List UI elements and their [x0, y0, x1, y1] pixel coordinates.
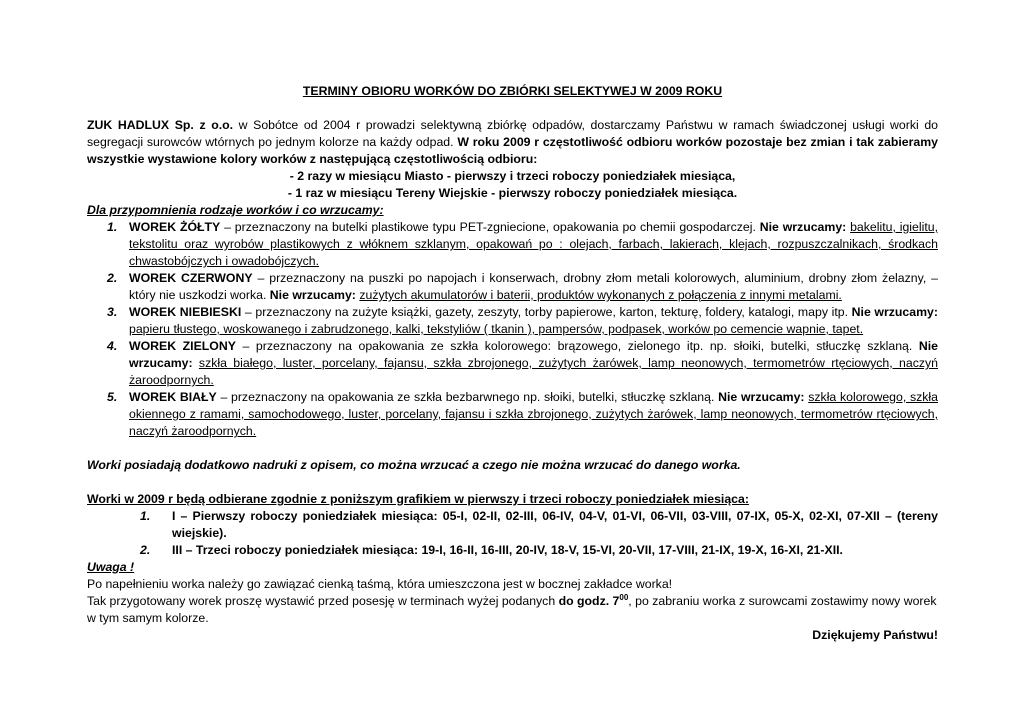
schedule-heading: Worki w 2009 r będą odbierane zgodnie z poniższym grafikiem w pierwszy i trzeci roboczy poniedziałek miesiąca: [87, 492, 749, 506]
bag-exclusions: szkła białego, luster, porcelany, fajansu, szkła zbrojonego, zużytych żarówek, lamp neonowych, termometrów rtęciowych, naczyń żaroodpornych. [129, 356, 938, 387]
no-throw-label: Nie wrzucamy: [269, 288, 356, 302]
document-content [87, 83, 938, 644]
list-item [87, 338, 938, 389]
closing-text-a: Tak przygotowany worek proszę wystawić przed posesję w terminach wyżej podanych [87, 594, 559, 608]
bag-name: WOREK ZIELONY [129, 339, 236, 353]
schedule-text: III – Trzeci roboczy poniedziałek miesiąca: 19-I, 16-II, 16-III, 20-IV, 18-V, 15-VI, 20-VII, 17-VIII, 21-IX, 19-X, 16-XI, 21-XII. [172, 543, 843, 557]
bag-name: WOREK BIAŁY [129, 390, 217, 404]
list-item [87, 389, 938, 440]
bag-exclusions: papieru tłustego, woskowanego i zabrudzonego, kalki, tekstyliów ( tkanin ), pampersów, podpasek, worków po cemencie wapnie, tapet. [129, 322, 864, 336]
spacer [87, 440, 938, 457]
closing-line-2 [87, 593, 938, 627]
bag-exclusions: szkła kolorowego, szkła okiennego z ramami, samochodowego, luster, porcelany, fajansu i szkła zbrojonego, zużytych żarówek, lamp neonowych, termometrów rtęciowych, naczyń żaroodpornych. [129, 390, 939, 438]
note-prints: Worki posiadają dodatkowo nadruki z opisem, co można wrzucać a czego nie można wrzucać do danego worka. [87, 458, 741, 472]
schedule-list [87, 508, 938, 559]
list-number: 4. [107, 339, 118, 353]
list-number: 5. [107, 390, 118, 404]
thanks-line: Dziękujemy Państwu! [812, 628, 938, 642]
list-number: 1. [107, 220, 118, 234]
closing-text-b: , po zabraniu worka z surowcami zostawimy nowy worek w tym samym kolorze. [87, 594, 937, 625]
no-throw-label: Nie wrzucamy: [851, 305, 938, 319]
bag-exclusions: zużytych akumulatorów i baterii, produktów wykonanych z połączenia z innymi metalami. [359, 288, 842, 302]
intro-text: w Sobótce od 2004 r prowadzi selektywną zbiórkę odpadów, dostarczamy Państwu w ramach świadczonej usługi worki do segregacji surowców wtórnych po jednym kolorze na każdy odpad. [87, 118, 938, 149]
schedule-text: I – Pierwszy roboczy poniedziałek miesiąca: 05-I, 02-II, 02-III, 06-IV, 04-V, 01-VI, 06-VII, 03-VIII, 07-IX, 05-X, 02-XI, 07-XII – (tereny wiejskie). [172, 509, 938, 540]
bag-exclusions: bakelitu, igielitu, tekstolitu oraz wyrobów plastikowych z włóknem szklanym, opakowań po : olejach, farbach, lakierach, klejach, rozpuszczalnikach, środkach chwastobójczych i owadobójczych. [129, 220, 938, 268]
bag-description: – przeznaczony na opakowania ze szkła kolorowego: brązowego, zielonego itp. np. słoiki, butelki, stłuczkę szklaną. [235, 339, 919, 353]
list-number: 2. [107, 271, 118, 285]
no-throw-label: Nie wrzucamy: [759, 220, 847, 234]
pickup-time [559, 594, 629, 608]
closing-line-1: Po napełnieniu worka należy go zawiązać cienką taśmą, która umieszczona jest w bocznej zakładce worka! [87, 577, 673, 591]
document-title: TERMINY OBIORU WORKÓW DO ZBIÓRKI SELEKTYWEJ W 2009 ROKU [302, 84, 723, 98]
attention-heading: Uwaga ! [87, 560, 135, 574]
frequency-rural: - 1 raz w miesiącu Tereny Wiejskie - pierwszy roboczy poniedziałek miesiąca. [287, 186, 738, 200]
list-item [87, 270, 938, 304]
pickup-time-sup: 00 [619, 592, 629, 602]
list-number: 1. [140, 509, 151, 523]
bag-description: – przeznaczony na zużyte książki, gazety, zeszyty, torby papierowe, karton, tekturę, foldery, katalogi, mapy itp. [241, 305, 852, 319]
list-item [87, 304, 938, 338]
list-number: 3. [107, 305, 118, 319]
no-throw-label: Nie wrzucamy: [718, 390, 805, 404]
bag-name: WOREK NIEBIESKI [129, 305, 242, 319]
pickup-time-text: do godz. 7 [558, 594, 620, 608]
no-throw-label: Nie wrzucamy: [129, 339, 938, 370]
list-item [87, 219, 938, 270]
intro-paragraph [87, 117, 938, 168]
bag-description: – przeznaczony na puszki po napojach i konserwach, drobny złom metali kolorowych, aluminium, drobny złom żelazny, – który nie uszkodzi worka. [129, 271, 938, 302]
bag-name: WOREK ŻÓŁTY [129, 220, 221, 234]
company-name: ZUK HADLUX Sp. z o.o. [87, 118, 234, 132]
list-item [87, 542, 938, 559]
list-item [87, 508, 938, 542]
bag-list [87, 219, 938, 440]
bag-name: WOREK CZERWONY [129, 271, 253, 285]
intro-bold-text: W roku 2009 r częstotliwość odbioru worków pozostaje bez zmian i tak zabieramy wszystkie wystawione kolory worków z następującą częstotliwością odbioru: [87, 135, 938, 166]
reminder-heading: Dla przypomnienia rodzaje worków i co wrzucamy: [87, 203, 384, 217]
frequency-city: - 2 razy w miesiącu Miasto - pierwszy i trzeci roboczy poniedziałek miesiąca, [289, 169, 736, 183]
spacer [87, 474, 938, 491]
bag-description: – przeznaczony na butelki plastikowe typu PET-zgniecione, opakowania po chemii gospodarczej. [220, 220, 760, 234]
bag-description: – przeznaczony na opakowania ze szkła bezbarwnego np. słoiki, butelki, stłuczkę szklaną. [216, 390, 719, 404]
list-number: 2. [140, 543, 151, 557]
